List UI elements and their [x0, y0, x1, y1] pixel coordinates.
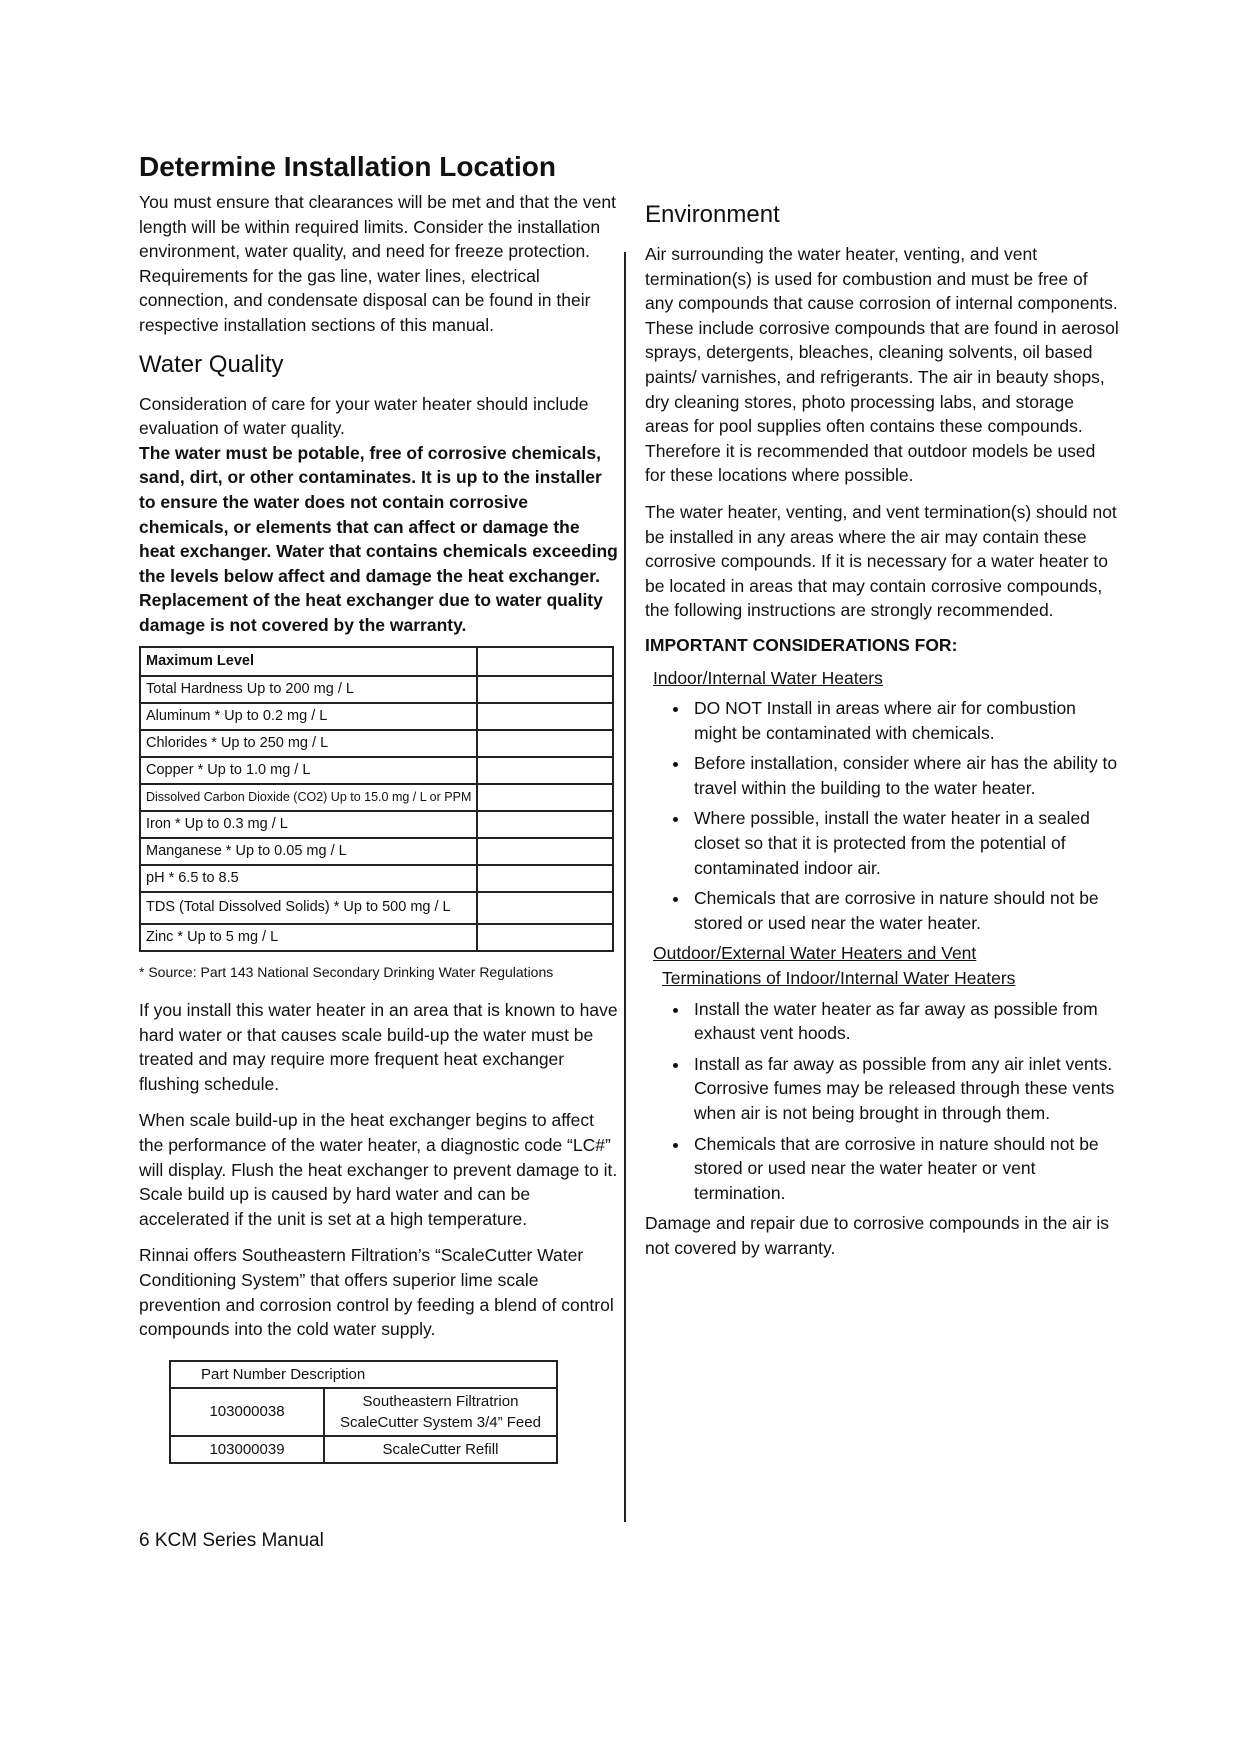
important-heading: IMPORTANT CONSIDERATIONS FOR:: [645, 634, 958, 655]
table-row: [140, 924, 613, 951]
source-note: * Source: Part 143 National Secondary Drinking Water Regulations: [139, 963, 554, 980]
outdoor-list: [645, 997, 1120, 1206]
part-description-line: ScaleCutter System 3/4” Feed: [340, 1413, 541, 1431]
table-cell: TDS (Total Dissolved Solids) * Up to 500 mg / L: [140, 892, 477, 924]
list-item: • Chemicals that are corrosive in nature should not be stored or used near the water heater or vent termination.: [690, 1132, 1120, 1206]
part-description: [324, 1388, 557, 1436]
table-row: [140, 892, 613, 924]
list-item: • DO NOT Install in areas where air for combustion might be contaminated with chemicals.: [690, 696, 1120, 745]
parts-header-cell: Part Number Description: [170, 1361, 557, 1388]
indoor-heading: Indoor/Internal Water Heaters: [653, 667, 883, 688]
table-header-row: [140, 647, 613, 676]
hard-water-paragraph: If you install this water heater in an area that is known to have hard water or that causes scale build-up the water must be treated and may require more frequent heat exchanger flushing schedule.: [139, 1000, 618, 1094]
table-cell: Manganese * Up to 0.05 mg / L: [140, 838, 477, 865]
water-quality-paragraph: Consideration of care for your water heater should include evaluation of water quality.: [139, 393, 589, 439]
table-row: [140, 811, 613, 838]
closing-paragraph: Damage and repair due to corrosive compounds in the air is not covered by warranty.: [645, 1213, 1109, 1258]
table-row: [140, 757, 613, 784]
table-cell: Dissolved Carbon Dioxide (CO2) Up to 15.0 mg / L or PPM: [140, 784, 477, 811]
table-cell: Total Hardness Up to 200 mg / L: [140, 676, 477, 703]
table-cell: Chlorides * Up to 250 mg / L: [140, 730, 477, 757]
part-description: ScaleCutter Refill: [324, 1436, 557, 1463]
table-cell: Iron * Up to 0.3 mg / L: [140, 811, 477, 838]
environment-paragraph-1: Air surrounding the water heater, venting, and vent termination(s) is used for combustion and must be free of any compounds that cause corrosion of internal components. These include corrosive compounds that are found in aerosol sprays, detergents, bleaches, cleaning solvents, oil based paints/ varnishes, and refrigerants. The air in beauty shops, dry cleaning stores, photo processing labs, and storage areas for pool supplies often contains these compounds. Therefore it is recommended that outdoor models be used for these locations where possible.: [645, 244, 1119, 486]
list-item: • Before installation, consider where air has the ability to travel within the building to the water heater.: [690, 751, 1120, 800]
parts-table: [169, 1360, 558, 1464]
water-quality-table: [139, 646, 614, 952]
table-row: [140, 730, 613, 757]
list-item: • Chemicals that are corrosive in nature should not be stored or used near the water heater.: [690, 886, 1120, 935]
table-header-cell: Maximum Level: [140, 647, 477, 676]
table-cell: Copper * Up to 1.0 mg / L: [140, 757, 477, 784]
table-cell: pH * 6.5 to 8.5: [140, 865, 477, 892]
outdoor-heading-line-1: Outdoor/External Water Heaters and Vent: [653, 943, 977, 964]
table-row: [140, 676, 613, 703]
list-item: • Install as far away as possible from any air inlet vents. Corrosive fumes may be released through these vents when air is not being brought in through them.: [690, 1052, 1120, 1126]
part-number: 103000039: [170, 1436, 324, 1463]
parts-row: [170, 1436, 557, 1463]
part-number: 103000038: [170, 1388, 324, 1436]
list-item: • Install the water heater as far away as possible from exhaust vent hoods.: [690, 997, 1120, 1046]
left-column: [139, 150, 619, 1464]
table-cell: Aluminum * Up to 0.2 mg / L: [140, 703, 477, 730]
page-footer: 6 KCM Series Manual: [139, 1530, 324, 1551]
scale-paragraph: When scale build-up in the heat exchanger begins to affect the performance of the water heater, a diagnostic code “LC#” will display. Flush the heat exchanger to prevent damage to it. Scale build up is caused by hard water and can be accelerated if the unit is set at a high temperature.: [139, 1110, 618, 1229]
column-divider: [624, 252, 626, 1522]
list-item: • Where possible, install the water heater in a sealed closet so that it is protected from the potential of contaminated indoor air.: [690, 806, 1120, 880]
indoor-list: [645, 696, 1120, 935]
right-column: [645, 200, 1120, 1261]
parts-row: [170, 1388, 557, 1436]
parts-header-row: [170, 1361, 557, 1388]
environment-paragraph-2: The water heater, venting, and vent termination(s) should not be installed in any areas where the air may contain these corrosive compounds. If it is necessary for a water heater to be located in areas that may contain corrosive compounds, the following instructions are strongly recommended.: [645, 501, 1117, 621]
table-row: [140, 838, 613, 865]
page-title: Determine Installation Location: [139, 151, 556, 182]
table-row: [140, 784, 613, 811]
environment-heading: Environment: [645, 201, 780, 228]
table-cell: Zinc * Up to 5 mg / L: [140, 924, 477, 951]
outdoor-heading-line-2: Terminations of Indoor/Internal Water Heaters: [662, 968, 1016, 989]
intro-paragraph: You must ensure that clearances will be met and that the vent length will be within required limits. Consider the installation environment, water quality, and need for freeze protection. Requirements for the gas line, water lines, electrical connection, and condensate disposal can be found in their respective installation sections of this manual.: [139, 192, 616, 335]
rinnai-paragraph: Rinnai offers Southeastern Filtration’s “ScaleCutter Water Conditioning System” that offers superior lime scale prevention and corrosion control by feeding a blend of control compounds into the cold water supply.: [139, 1245, 614, 1340]
water-quality-warning: The water must be potable, free of corrosive chemicals, sand, dirt, or other contaminates. It is up to the installer to ensure the water does not contain corrosive chemicals, or elements that can affect or damage the heat exchanger. Water that contains chemicals exceeding the levels below affect and damage the heat exchanger. Replacement of the heat exchanger due to water quality damage is not covered by the warranty.: [139, 442, 618, 635]
part-description-line: Southeastern Filtratrion: [362, 1392, 519, 1410]
table-empty-cell: [477, 647, 613, 676]
table-row: [140, 865, 613, 892]
water-quality-heading: Water Quality: [139, 350, 284, 378]
table-row: [140, 703, 613, 730]
